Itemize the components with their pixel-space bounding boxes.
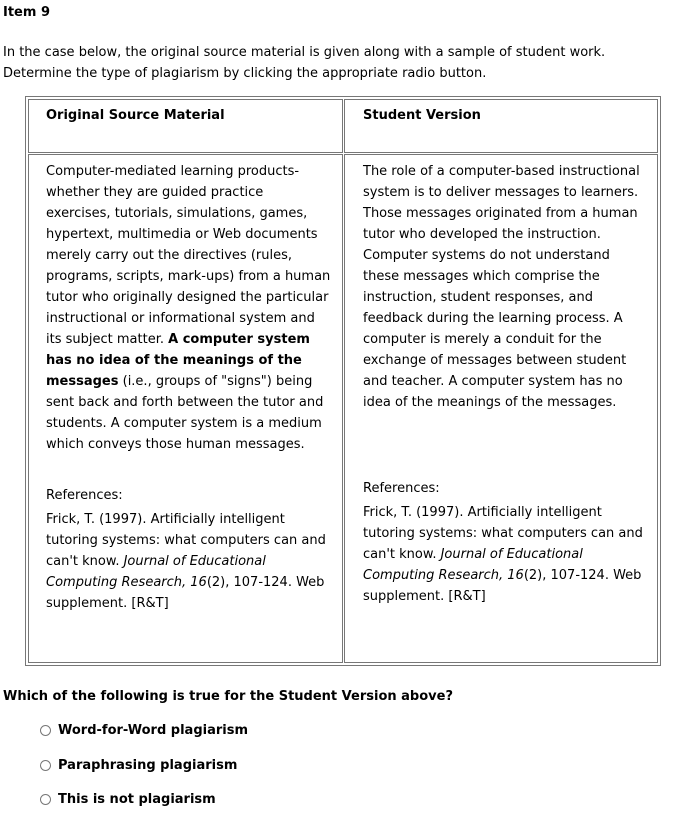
- student-ref-tail: (2), 107-124. Web supplement. [R&T]: [363, 568, 642, 604]
- radio-button[interactable]: [40, 794, 51, 805]
- option-word-for-word[interactable]: [40, 723, 248, 738]
- original-source-text: [46, 161, 331, 455]
- header-student-cell: [344, 99, 658, 153]
- instructions: [3, 42, 693, 84]
- option-paraphrasing[interactable]: [40, 758, 237, 773]
- instructions-line-1: In the case below, the original source material is given along with a sample of student work.: [3, 45, 606, 60]
- header-original-cell: [28, 99, 343, 153]
- header-student: Student Version: [363, 108, 481, 123]
- question-prompt: Which of the following is true for the Student Version above?: [3, 689, 453, 704]
- option-label: Word-for-Word plagiarism: [58, 723, 248, 738]
- original-ref-journal: Journal of Educational Computing Research, 16: [46, 554, 266, 590]
- option-label: Paraphrasing plagiarism: [58, 758, 238, 773]
- student-version-cell: [344, 154, 658, 663]
- instructions-line-2: Determine the type of plagiarism by clicking the appropriate radio button.: [3, 66, 487, 81]
- header-original: Original Source Material: [46, 108, 225, 123]
- item-title: Item 9: [3, 5, 50, 20]
- original-text-part-2: (i.e., groups of "signs") being sent back and forth between the tutor and students. A computer system is a medium which conveys those human messages.: [46, 374, 324, 452]
- original-source-cell: [28, 154, 343, 663]
- student-ref-journal: Journal of Educational Computing Research, 16: [363, 547, 583, 583]
- student-version-text: The role of a computer-based instructional system is to deliver messages to learners. Those messages originated from a human tutor who developed the instruction. Computer systems do not understand these messages which comprise the instruction, student responses, and feedback during the learning process. A computer is merely a conduit for the exchange of messages between student and teacher. A computer system has no idea of the meanings of the messages.: [363, 164, 640, 410]
- option-label: This is not plagiarism: [58, 792, 216, 807]
- student-references-heading: References:: [363, 481, 440, 496]
- radio-button[interactable]: [40, 725, 51, 736]
- option-not-plagiarism[interactable]: [40, 792, 216, 807]
- original-ref-tail: (2), 107-124. Web supplement. [R&T]: [46, 575, 325, 611]
- original-references: [46, 485, 331, 614]
- original-text-bold: A computer system has no idea of the meanings of the messages: [46, 332, 310, 389]
- radio-button[interactable]: [40, 760, 51, 771]
- original-references-heading: References:: [46, 488, 123, 503]
- original-text-part-1: Computer-mediated learning products-whether they are guided practice exercises, tutorials, simulations, games, hypertext, multimedia or Web documents merely carry out the directives (rules, programs, scripts, mark-ups) from a human tutor who originally designed the particular instructional or informational system and its subject matter.: [46, 164, 331, 347]
- student-references: [363, 478, 648, 607]
- comparison-table: [25, 96, 661, 666]
- student-ref-author: Frick, T. (1997). Artificially intelligent tutoring systems: what computers can and can't know.: [363, 505, 643, 562]
- original-ref-author: Frick, T. (1997). Artificially intelligent tutoring systems: what computers can and can't know.: [46, 512, 326, 569]
